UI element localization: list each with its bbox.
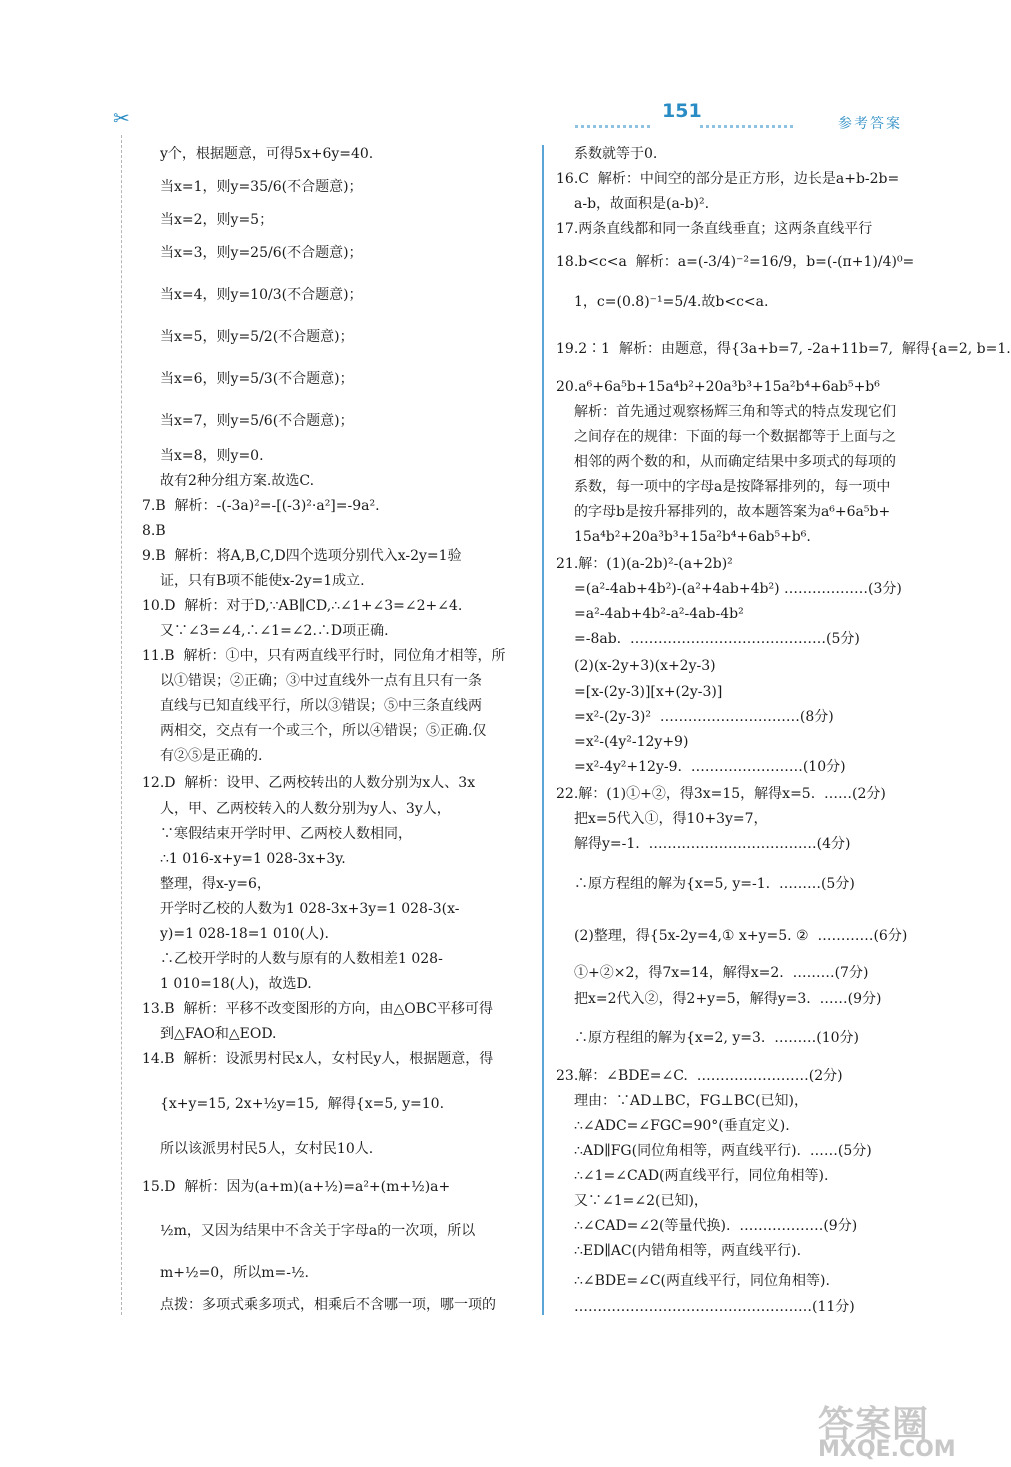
text-line: 23.解：∠BDE=∠C. ……………………(2分) — [556, 1068, 843, 1084]
text-line: 11.B 解析：①中，只有两直线平行时，同位角才相等，所 — [142, 648, 506, 664]
text-line: 开学时乙校的人数为1 028-3x+3y=1 028-3(x- — [160, 901, 460, 917]
text-line: 7.B 解析：-(-3a)²=-[(-3)²·a²]=-9a². — [142, 498, 380, 514]
text-line: m+½=0，所以m=-½. — [160, 1265, 309, 1281]
text-line: 9.B 解析：将A,B,C,D四个选项分别代入x-2y=1验 — [142, 548, 462, 564]
text-line: 17.两条直线都和同一条直线垂直；这两条直线平行 — [556, 221, 873, 237]
text-line: 系数，每一项中的字母a是按降幂排列的，每一项中 — [574, 479, 891, 495]
text-line: 证，只有B项不能使x-2y=1成立. — [160, 573, 365, 589]
text-line: 以①错误；②正确；③中过直线外一点有且只有一条 — [160, 673, 482, 689]
text-line: =-8ab. ……………………………………(5分) — [574, 631, 860, 647]
header-deco-right — [700, 125, 795, 128]
text-line: 故有2种分组方案.故选C. — [160, 473, 315, 489]
text-line: 14.B 解析：设派男村民x人，女村民y人，根据题意，得 — [142, 1051, 494, 1067]
text-line: =(a²-4ab+4b²)-(a²+4ab+4b²) ………………(3分) — [574, 581, 902, 597]
text-line: 有②⑤是正确的. — [160, 748, 263, 764]
text-line: ∴∠ADC=∠FGC=90°(垂直定义). — [574, 1118, 790, 1134]
text-line: y个，根据题意，可得5x+6y=40. — [160, 146, 374, 162]
cut-line — [121, 135, 122, 1315]
text-line: 当x=4，则y=10/3(不合题意)； — [160, 287, 363, 303]
text-line: 的字母b是按升幂排列的，故本题答案为a⁶+6a⁵b+ — [574, 504, 891, 520]
text-line: ∴ED∥AC(内错角相等，两直线平行). — [574, 1243, 802, 1259]
text-line: 1，c=(0.8)⁻¹=5/4.故b<c<a. — [574, 294, 769, 310]
text-line: =x²-(2y-3)² …………………………(8分) — [574, 709, 834, 725]
scissors-icon: ✂ — [113, 106, 130, 130]
text-line: 把x=2代入②，得2+y=5，解得y=3. ……(9分) — [574, 991, 882, 1007]
watermark-logo: 答案圈 — [818, 1404, 930, 1445]
text-line: ∴∠BDE=∠C(两直线平行，同位角相等). — [574, 1273, 830, 1289]
text-line: 15a⁴b²+20a³b³+15a²b⁴+6ab⁵+b⁶. — [574, 529, 811, 545]
text-line: 又∵∠1=∠2(已知)， — [574, 1193, 708, 1209]
text-line: 10.D 解析：对于D,∵AB∥CD,∴∠1+∠3=∠2+∠4. — [142, 598, 463, 614]
text-line: =x²-(4y²-12y+9) — [574, 734, 689, 750]
text-line: 19.2∶1 解析：由题意，得{3a+b=7, -2a+11b=7, 解得{a=2, b=1. — [556, 341, 1011, 357]
text-line: =[x-(2y-3)][x+(2y-3)] — [574, 684, 723, 700]
text-line: 16.C 解析：中间空的部分是正方形，边长是a+b-2b= — [556, 171, 900, 187]
text-line: 又∵∠3=∠4,∴∠1=∠2.∴D项正确. — [160, 623, 389, 639]
text-line: (2)(x-2y+3)(x+2y-3) — [574, 658, 716, 674]
text-line: 13.B 解析：平移不改变图形的方向，由△OBC平移可得 — [142, 1001, 493, 1017]
text-line: 当x=5，则y=5/2(不合题意)； — [160, 329, 354, 345]
text-line: ……………………………………………(11分) — [574, 1299, 855, 1315]
text-line: a-b，故面积是(a-b)². — [574, 196, 710, 212]
text-line: ∴原方程组的解为{x=2, y=3. ………(10分) — [574, 1030, 859, 1046]
text-line: 理由：∵AD⊥BC，FG⊥BC(已知)， — [574, 1093, 809, 1109]
text-line: ∴∠1=∠CAD(两直线平行，同位角相等). — [574, 1168, 829, 1184]
text-line: 当x=6，则y=5/3(不合题意)； — [160, 371, 354, 387]
text-line: ½m，又因为结果中不含关于字母a的一次项，所以 — [160, 1223, 476, 1239]
header-deco-left — [575, 125, 650, 128]
text-line: ∴∠CAD=∠2(等量代换). ………………(9分) — [574, 1218, 858, 1234]
page-number: 151 — [662, 100, 702, 122]
text-line: (2)整理，得{5x-2y=4,① x+y=5. ② …………(6分) — [574, 928, 908, 944]
text-line: ∴原方程组的解为{x=5, y=-1. ………(5分) — [574, 876, 855, 892]
text-line: =x²-4y²+12y-9. ……………………(10分) — [574, 759, 846, 775]
watermark-url: MXQE.COM — [818, 1437, 956, 1462]
text-line: 人，甲、乙两校转入的人数分别为y人、3y人， — [160, 801, 451, 817]
text-line: 把x=5代入①，得10+3y=7， — [574, 811, 768, 827]
text-line: {x+y=15, 2x+½y=15, 解得{x=5, y=10. — [160, 1096, 445, 1112]
text-line: 12.D 解析：设甲、乙两校转出的人数分别为x人、3x — [142, 775, 476, 791]
header-label: 参考答案 — [838, 116, 902, 132]
text-line: 8.B — [142, 523, 166, 539]
text-line: 到△FAO和△EOD. — [160, 1026, 277, 1042]
text-line: ∴1 016-x+y=1 028-3x+3y. — [160, 851, 346, 867]
text-line: 当x=8，则y=0. — [160, 448, 264, 464]
text-line: 相邻的两个数的和，从而确定结果中多项式的每项的 — [574, 454, 896, 470]
text-line: 当x=2，则y=5； — [160, 212, 274, 228]
text-line: 两相交，交点有一个或三个，所以④错误；⑤正确.仅 — [160, 723, 487, 739]
text-line: 18.b<c<a 解析：a=(-3/4)⁻²=16/9，b=(-(π+1)/4)⁰= — [556, 254, 915, 270]
text-line: y)=1 028-18=1 010(人). — [160, 926, 329, 942]
text-line: ∴乙校开学时的人数与原有的人数相差1 028- — [160, 951, 443, 967]
text-line: 解得y=-1. ………………………………(4分) — [574, 836, 851, 852]
text-line: 系数就等于0. — [574, 146, 658, 162]
text-line: 所以该派男村民5人，女村民10人. — [160, 1141, 374, 1157]
text-line: 直线与已知直线平行，所以③错误；⑤中三条直线两 — [160, 698, 482, 714]
text-line: ①+②×2，得7x=14，解得x=2. ………(7分) — [574, 965, 869, 981]
text-line: 解析：首先通过观察杨辉三角和等式的特点发现它们 — [574, 404, 896, 420]
text-line: 整理，得x-y=6， — [160, 876, 271, 892]
text-line: 20.a⁶+6a⁵b+15a⁴b²+20a³b³+15a²b⁴+6ab⁵+b⁶ — [556, 379, 880, 395]
text-line: 15.D 解析：因为(a+m)(a+½)=a²+(m+½)a+ — [142, 1179, 451, 1195]
text-line: ∵寒假结束开学时甲、乙两校人数相同， — [160, 826, 412, 842]
text-line: 21.解：(1)(a-2b)²-(a+2b)² — [556, 556, 733, 572]
text-line: 当x=1，则y=35/6(不合题意)； — [160, 179, 363, 195]
text-line: 之间存在的规律：下面的每一个数据都等于上面与之 — [574, 429, 896, 445]
text-line: 当x=7，则y=5/6(不合题意)； — [160, 413, 354, 429]
text-line: ∴AD∥FG(同位角相等，两直线平行). ……(5分) — [574, 1143, 872, 1159]
text-line: 1 010=18(人)，故选D. — [160, 976, 312, 992]
text-line: 点拨：多项式乘多项式，相乘后不含哪一项，哪一项的 — [160, 1297, 496, 1313]
text-line: =a²-4ab+4b²-a²-4ab-4b² — [574, 606, 744, 622]
text-line: 当x=3，则y=25/6(不合题意)； — [160, 245, 363, 261]
text-line: 22.解：(1)①+②，得3x=15，解得x=5. ……(2分) — [556, 786, 886, 802]
